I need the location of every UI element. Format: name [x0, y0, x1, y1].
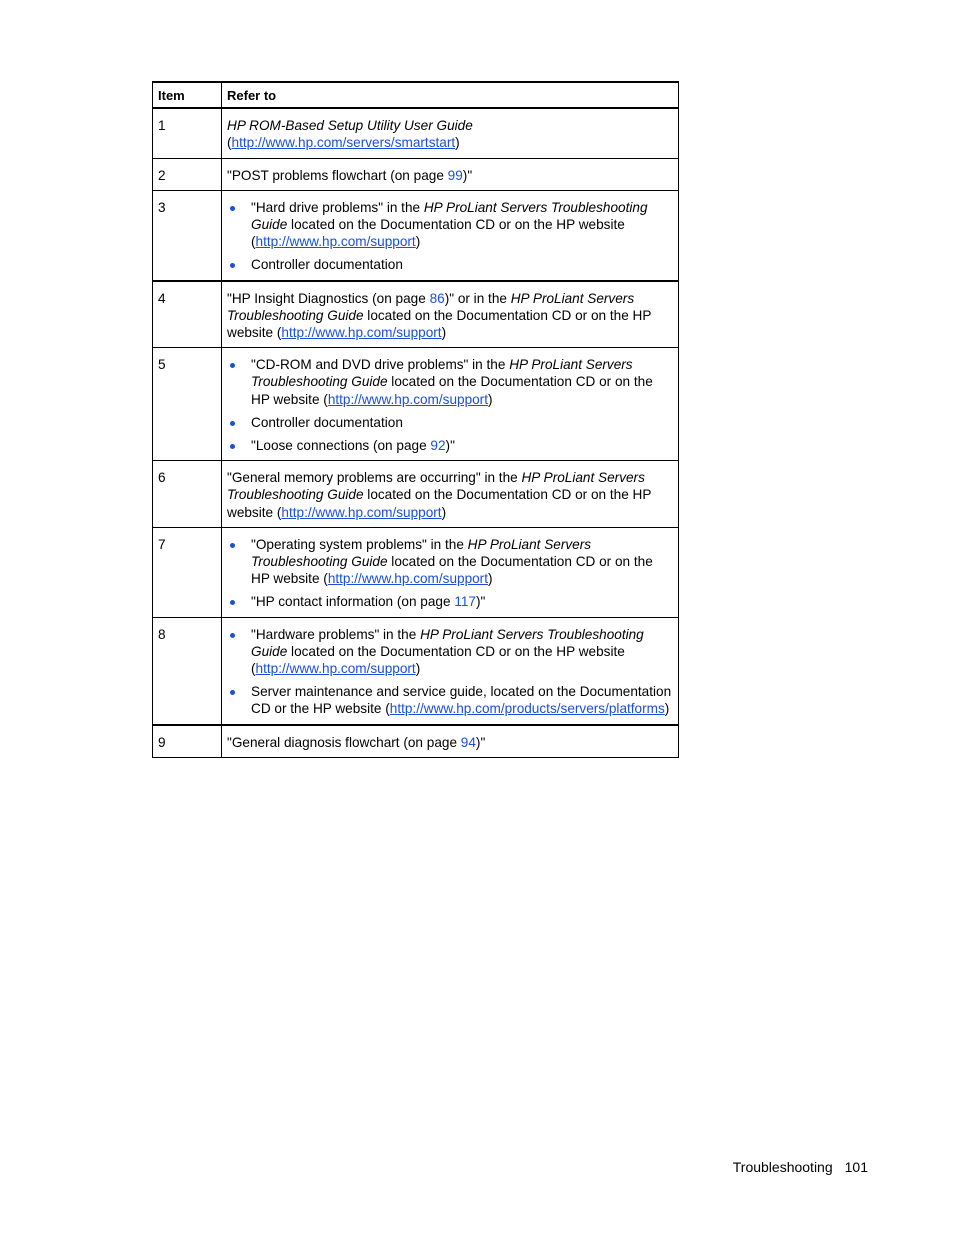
- table-row: [153, 617, 679, 725]
- table-row: [153, 348, 679, 461]
- table-header-row: [153, 82, 679, 108]
- reference-cell: [222, 108, 679, 158]
- bullet-list: [227, 199, 673, 274]
- bullet-item: [227, 414, 673, 431]
- paren-close: ): [415, 661, 421, 677]
- guide-title: HP ProLiant Servers Troubleshooting Guide: [251, 536, 592, 570]
- bullet-item: [227, 593, 673, 610]
- reference-text: located on the Documentation CD or on the HP website (: [251, 374, 653, 407]
- support-link[interactable]: http://www.hp.com/support: [327, 571, 488, 587]
- reference-text: Controller documentation: [251, 414, 403, 430]
- platforms-link[interactable]: http://www.hp.com/products/servers/platforms: [389, 701, 665, 717]
- reference-text: "CD-ROM and DVD drive problems" in the: [251, 357, 510, 373]
- reference-text: located on the Documentation CD or on the HP website (: [227, 307, 652, 341]
- bullet-icon: [230, 690, 235, 695]
- bullet-list: [227, 356, 673, 454]
- paren-open: (: [227, 135, 232, 151]
- paren-close: ): [455, 135, 460, 151]
- bullet-icon: [230, 600, 235, 605]
- item-number: 3: [153, 190, 222, 280]
- page-92-link[interactable]: 92: [430, 438, 446, 454]
- paren-close: ): [441, 504, 447, 520]
- reference-text: "Hardware problems" in the: [251, 626, 421, 642]
- reference-text: located on the Documentation CD or on the HP website (: [251, 643, 625, 677]
- table-row: [153, 281, 679, 348]
- reference-text: Server maintenance and service guide, located on the Documentation CD or the HP website (: [251, 684, 672, 717]
- page-86-link[interactable]: 86: [429, 290, 445, 306]
- reference-text: "General memory problems are occurring" in the: [227, 470, 522, 486]
- support-link[interactable]: http://www.hp.com/support: [255, 234, 416, 250]
- reference-text: "POST problems flowchart (on page: [227, 167, 448, 183]
- reference-cell: [222, 461, 679, 528]
- bullet-item: [227, 199, 673, 251]
- bullet-icon: [230, 206, 235, 211]
- support-link[interactable]: http://www.hp.com/support: [281, 504, 442, 520]
- page-99-link[interactable]: 99: [447, 167, 463, 183]
- item-number: 8: [153, 617, 222, 725]
- reference-text: )": [475, 734, 486, 750]
- column-header-item: Item: [153, 82, 222, 108]
- bullet-item: [227, 536, 673, 588]
- item-number: 7: [153, 527, 222, 617]
- bullet-icon: [230, 543, 235, 548]
- paren-close: ): [488, 391, 493, 407]
- page-94-link[interactable]: 94: [460, 734, 476, 750]
- item-number: 1: [153, 108, 222, 158]
- footer-page-number: 101: [844, 1159, 868, 1175]
- reference-cell: [222, 158, 679, 190]
- paren-close: ): [441, 325, 447, 341]
- table-row: [153, 527, 679, 617]
- support-link[interactable]: http://www.hp.com/support: [281, 325, 442, 341]
- bullet-icon: [230, 363, 235, 368]
- support-link[interactable]: http://www.hp.com/support: [327, 391, 488, 407]
- reference-text: "HP Insight Diagnostics (on page: [227, 290, 430, 306]
- reference-cell: [222, 348, 679, 461]
- bullet-item: [227, 683, 673, 717]
- footer-section-title: Troubleshooting: [732, 1159, 833, 1175]
- reference-cell: [222, 617, 679, 725]
- table-row: [153, 108, 679, 158]
- guide-title: HP ProLiant Servers Troubleshooting Guide: [227, 290, 635, 323]
- table-row: [153, 190, 679, 280]
- item-number: 4: [153, 281, 222, 348]
- reference-text: )": [475, 594, 486, 610]
- bullet-list: [227, 536, 673, 611]
- reference-cell: [222, 281, 679, 348]
- item-number: 9: [153, 725, 222, 758]
- reference-text: Controller documentation: [251, 257, 403, 273]
- guide-title: HP ROM-Based Setup Utility User Guide: [227, 118, 473, 134]
- reference-text: "HP contact information (on page: [251, 594, 455, 610]
- reference-cell: [222, 527, 679, 617]
- bullet-item: [227, 356, 673, 408]
- guide-title: HP ProLiant Servers Troubleshooting Guide: [251, 199, 648, 233]
- bullet-item: [227, 626, 673, 678]
- bullet-icon: [230, 633, 235, 638]
- bullet-item: [227, 256, 673, 273]
- reference-url-line: [227, 134, 673, 151]
- reference-text: )": [445, 438, 455, 454]
- support-link[interactable]: http://www.hp.com/support: [255, 661, 416, 677]
- reference-table: [152, 81, 679, 758]
- paren-close: ): [415, 234, 421, 250]
- reference-text: located on the Documentation CD or on the HP website (: [251, 217, 625, 250]
- reference-text: "Loose connections (on page: [251, 438, 431, 454]
- table-row: [153, 461, 679, 528]
- reference-text: "General diagnosis flowchart (on page: [227, 734, 461, 750]
- guide-title: HP ProLiant Servers Troubleshooting Guide: [251, 357, 633, 390]
- page-117-link[interactable]: 117: [454, 594, 476, 610]
- reference-text: )" or in the: [444, 290, 511, 306]
- bullet-list: [227, 626, 673, 718]
- bullet-icon: [230, 263, 235, 268]
- reference-text: located on the Documentation CD or on the HP website (: [251, 554, 653, 587]
- column-header-refer-to: Refer to: [222, 82, 679, 108]
- guide-title: HP ProLiant Servers Troubleshooting Guide: [227, 470, 645, 503]
- reference-text: "Hard drive problems" in the: [251, 199, 424, 215]
- guide-title: HP ProLiant Servers Troubleshooting Guide: [251, 626, 644, 659]
- item-number: 5: [153, 348, 222, 461]
- page-footer: [733, 1159, 868, 1175]
- item-number: 2: [153, 158, 222, 190]
- paren-close: ): [488, 571, 493, 587]
- reference-text: "Operating system problems" in the: [251, 536, 468, 552]
- smartstart-link[interactable]: http://www.hp.com/servers/smartstart: [231, 135, 456, 151]
- reference-cell: [222, 725, 679, 758]
- table-row: [153, 158, 679, 190]
- reference-text: located on the Documentation CD or on the HP website (: [227, 487, 652, 520]
- bullet-icon: [230, 444, 235, 449]
- item-number: 6: [153, 461, 222, 528]
- table-row: [153, 725, 679, 758]
- reference-text: )": [462, 167, 473, 183]
- reference-cell: [222, 190, 679, 280]
- bullet-item: [227, 437, 673, 454]
- paren-close: ): [664, 701, 670, 717]
- bullet-icon: [230, 421, 235, 426]
